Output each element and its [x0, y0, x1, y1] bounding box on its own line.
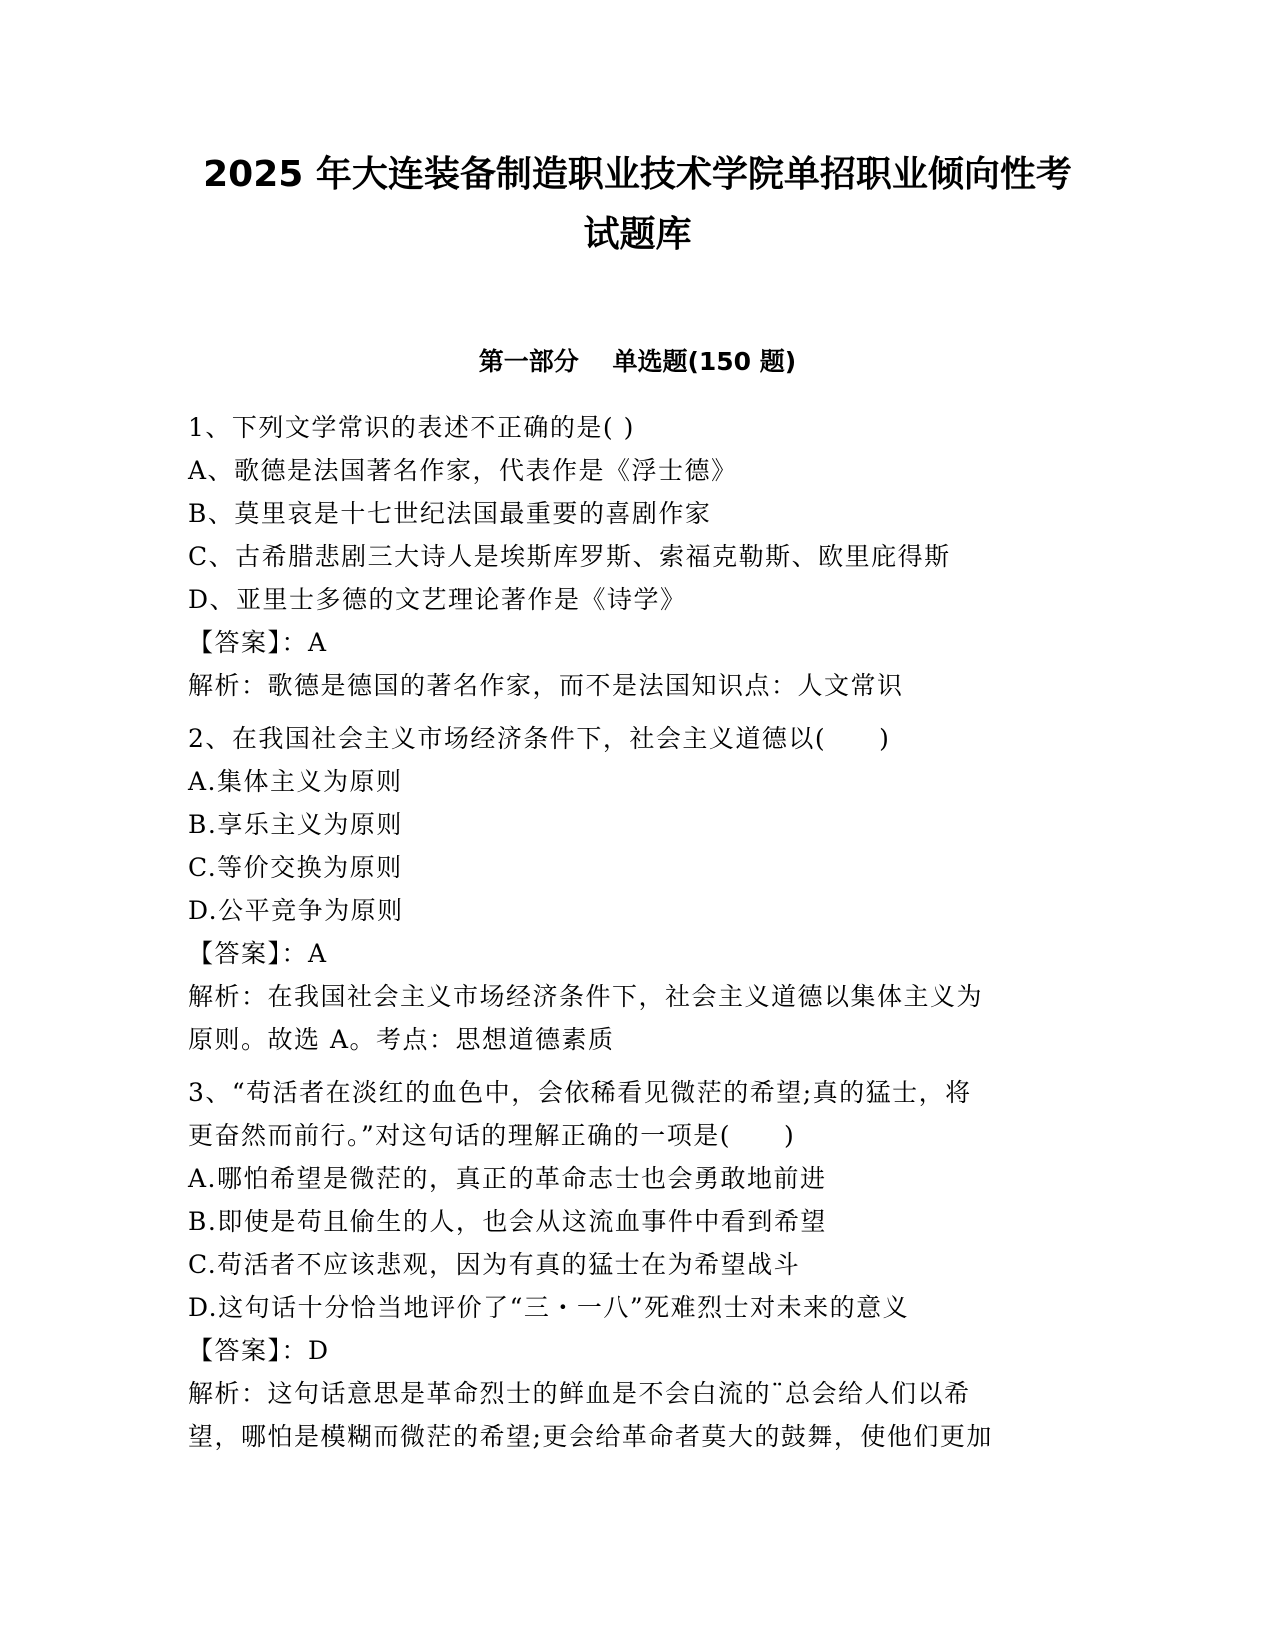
option-c: C、古希腊悲剧三大诗人是埃斯库罗斯、索福克勒斯、欧里庇得斯	[188, 542, 951, 571]
question-stem: 1、下列文学常识的表述不正确的是( )	[188, 413, 635, 442]
analysis-line-1: 解析：这句话意思是革命烈士的鲜血是不会白流的¨总会给人们以希	[188, 1379, 971, 1408]
question-stem: 2、在我国社会主义市场经济条件下，社会主义道德以( )	[188, 724, 891, 753]
option-c: C.苟活者不应该悲观，因为有真的猛士在为希望战斗	[188, 1250, 801, 1279]
title-line-1: 2025 年大连装备制造职业技术学院单招职业倾向性考	[203, 154, 1072, 195]
question-list	[188, 406, 1088, 1468]
section-heading: 第一部分 单选题(150 题)	[478, 347, 797, 376]
analysis-line-2: 原则。故选 A。考点：思想道德素质	[188, 1025, 615, 1054]
option-c: C.等价交换为原则	[188, 853, 403, 882]
answer: 【答案】：D	[188, 1336, 330, 1365]
option-a: A.集体主义为原则	[188, 767, 403, 796]
answer: 【答案】：A	[188, 939, 328, 968]
option-d: D.公平竞争为原则	[188, 896, 404, 925]
option-a: A.哪怕希望是微茫的，真正的革命志士也会勇敢地前进	[188, 1164, 827, 1193]
question-1	[188, 406, 1088, 707]
question-stem-line-1: 3、“苟活者在淡红的血色中，会依稀看见微茫的希望;真的猛士，将	[188, 1078, 972, 1107]
option-b: B.即使是苟且偷生的人，也会从这流血事件中看到希望	[188, 1207, 827, 1236]
question-2	[188, 717, 1088, 1061]
analysis: 解析：歌德是德国的著名作家，而不是法国知识点：人文常识	[188, 671, 904, 700]
analysis-line-2: 望，哪怕是模糊而微茫的希望;更会给革命者莫大的鼓舞，使他们更加	[188, 1422, 993, 1451]
title-line-2: 试题库	[583, 214, 692, 255]
question-stem-line-2: 更奋然而前行。”对这句话的理解正确的一项是( )	[188, 1121, 796, 1150]
answer: 【答案】：A	[188, 628, 328, 657]
analysis-line-1: 解析：在我国社会主义市场经济条件下，社会主义道德以集体主义为	[188, 982, 984, 1011]
option-a: A、歌德是法国著名作家，代表作是《浮士德》	[188, 456, 738, 485]
document-title	[150, 145, 1125, 265]
question-3	[188, 1071, 1088, 1458]
option-d: D、亚里士多德的文艺理论著作是《诗学》	[188, 585, 687, 614]
option-b: B.享乐主义为原则	[188, 810, 403, 839]
option-b: B、莫里哀是十七世纪法国最重要的喜剧作家	[188, 499, 712, 528]
option-d: D.这句话十分恰当地评价了“三・一八”死难烈士对未来的意义	[188, 1293, 910, 1322]
